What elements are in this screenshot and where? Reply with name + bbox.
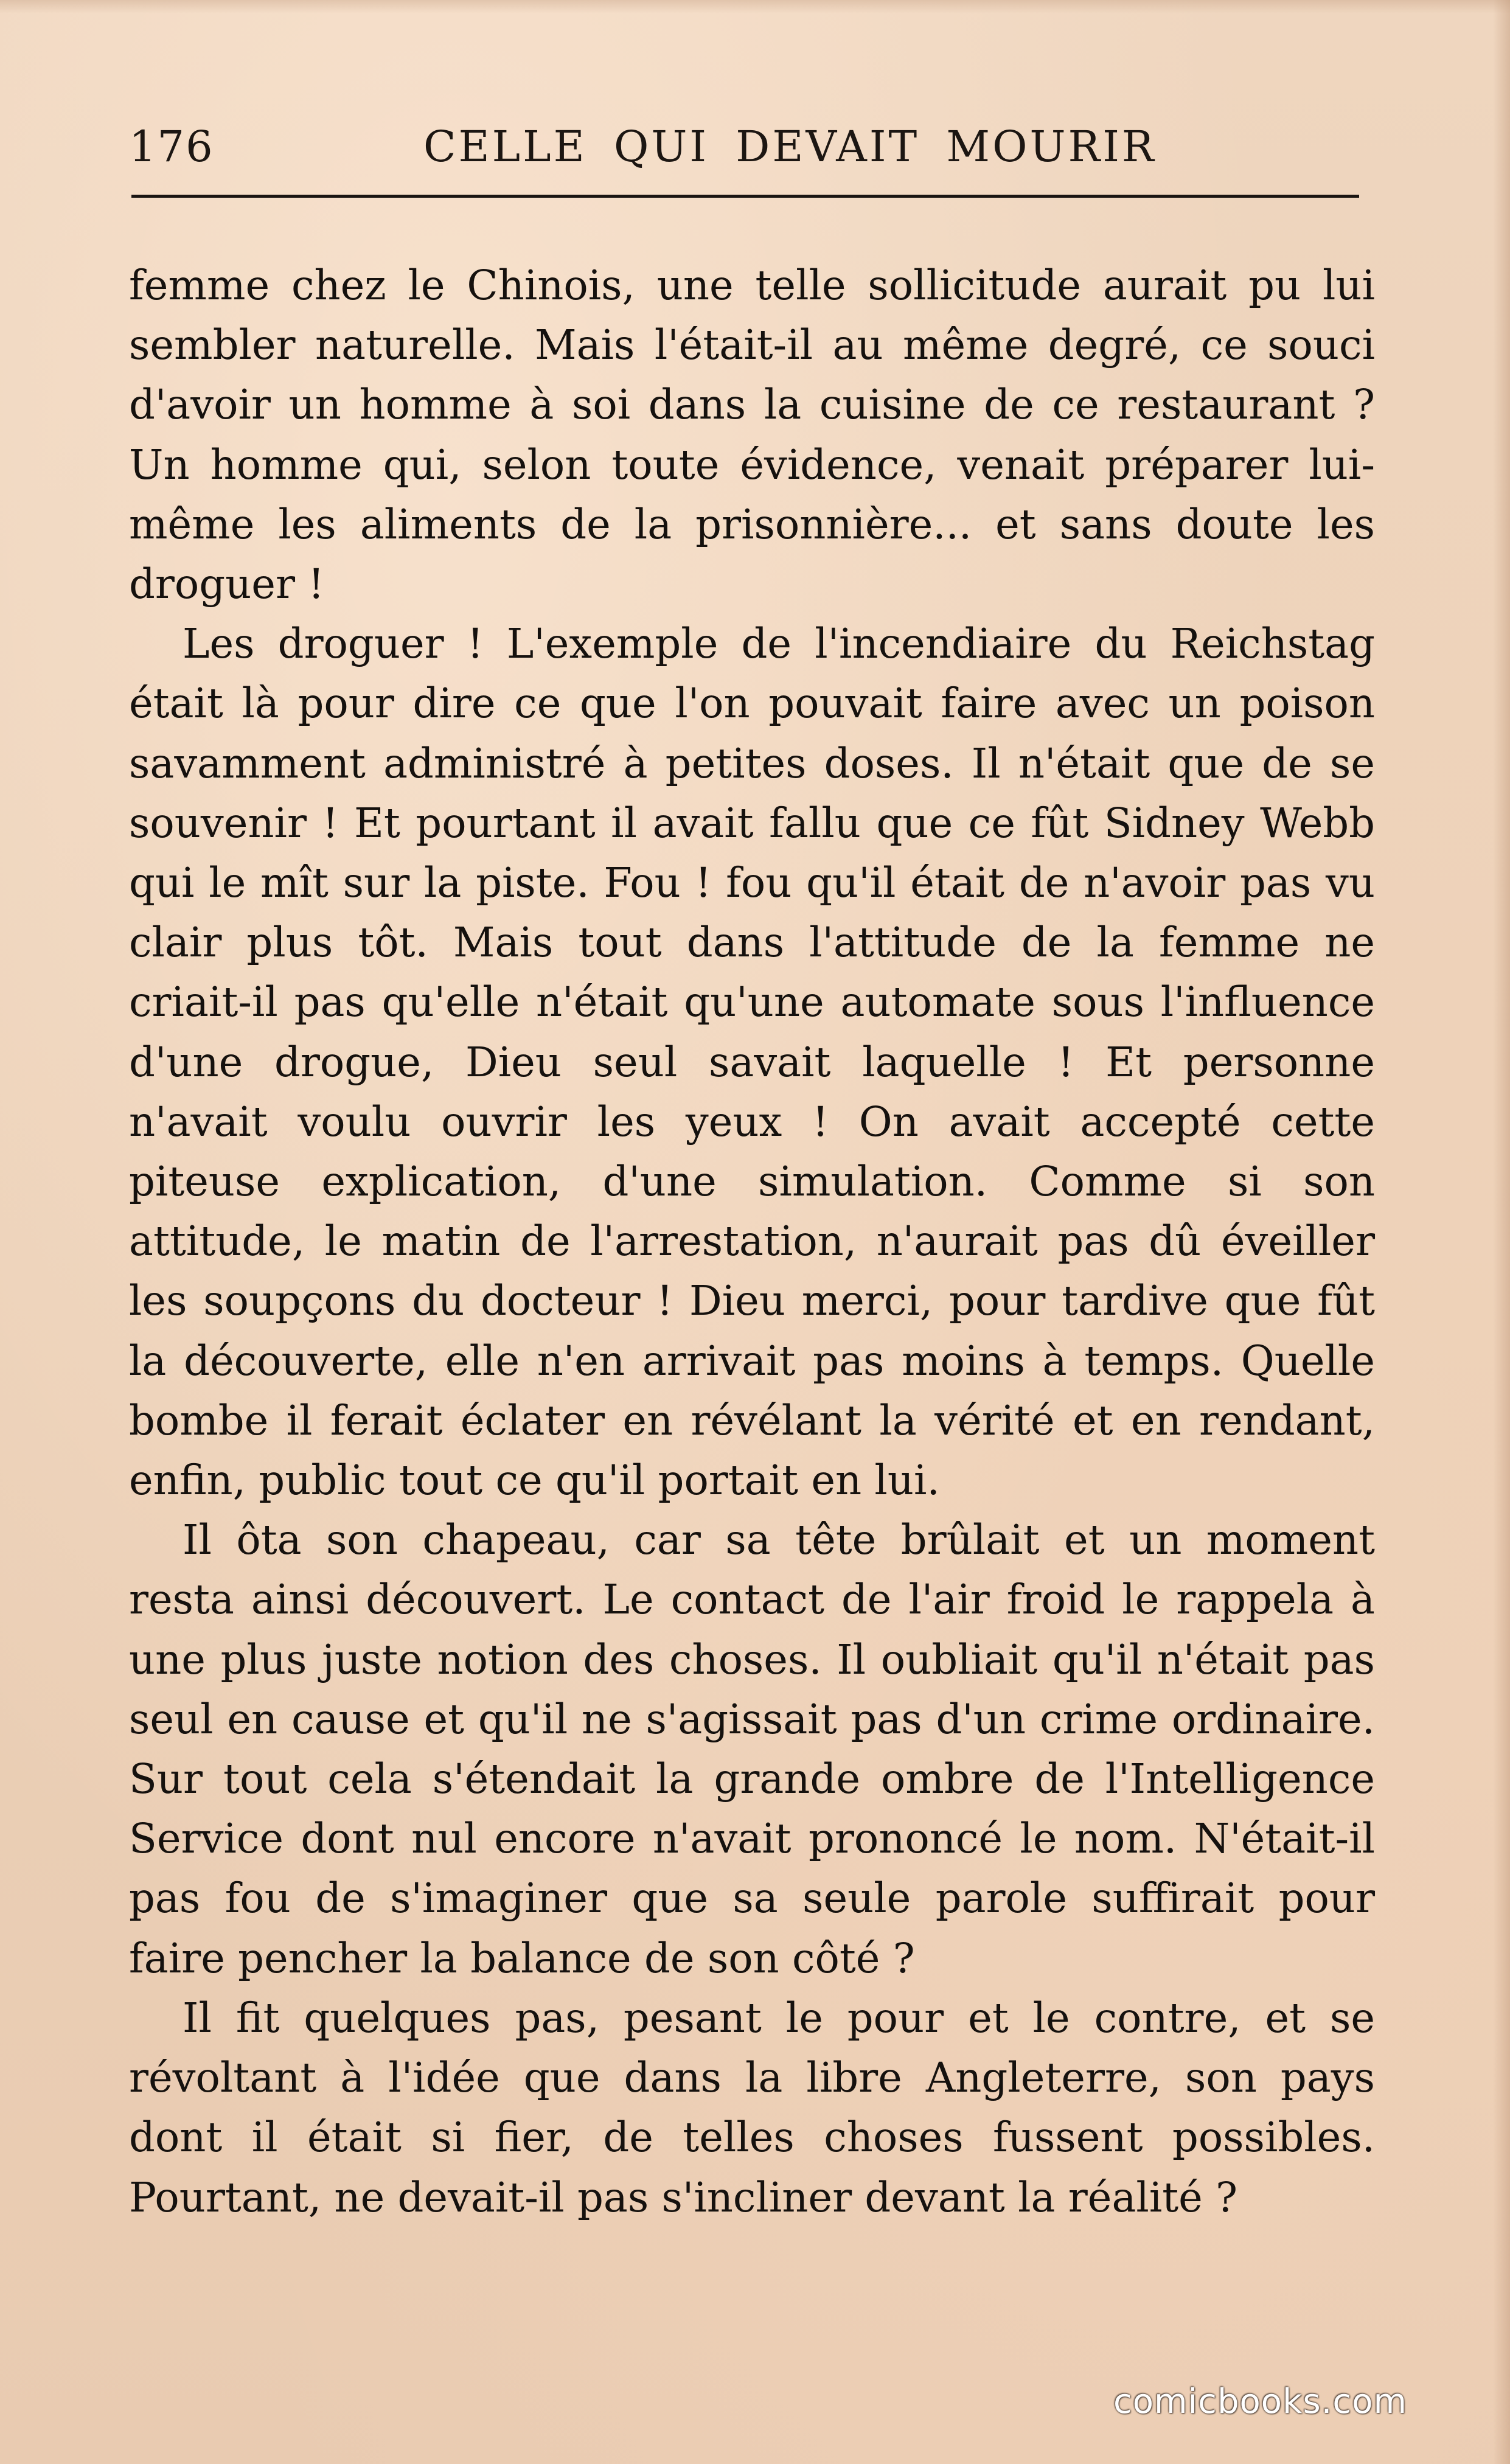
page-number: 176 [129,122,214,172]
header-rule [131,195,1359,198]
running-head [129,110,1360,183]
body-text [129,256,1375,2227]
paragraph: Il ôta son chapeau, car sa tête brûlait et un moment resta ainsi découvert. Le contact de l'air froid le rappela à une plus juste notion des choses. Il oubliait qu'il n'était pas seul en cause et qu'il ne s'agissait pas d'un crime ordinaire. Sur tout cela s'étendait la grande ombre de l'Intelligence Service dont nul encore n'avait prononcé le nom. N'était-il pas fou de s'imaginer que sa seule parole suffirait pour faire pencher la balance de son côté ? [129,1516,1375,1982]
book-title: CELLE QUI DEVAIT MOURIR [423,122,1157,172]
paragraph: Il fit quelques pas, pesant le pour et le contre, et se révoltant à l'idée que dans la libre Angleterre, son pays dont il était si fier, de telles choses fussent possibles. Pourtant, ne devait-il pas s'incliner devant la réalité ? [129,1994,1375,2221]
paragraph: Les droguer ! L'exemple de l'incendiaire du Reichstag était là pour dire ce que l'on pouvait faire avec un poison savamment administré à petites doses. Il n'était que de se souvenir ! Et pourtant il avait fallu que ce fût Sidney Webb qui le mît sur la piste. Fou ! fou qu'il était de n'avoir pas vu clair plus tôt. Mais tout dans l'attitude de la femme ne criait-il pas qu'elle n'était qu'une automate sous l'influence d'une drogue, Dieu seul savait laquelle ! Et personne n'avait voulu ouvrir les yeux ! On avait accepté cette piteuse explication, d'une simulation. Comme si son attitude, le matin de l'arrestation, n'aurait pas dû éveiller les soupçons du docteur ! Dieu merci, pour tardive que fût la découverte, elle n'en arrivait pas moins à temps. Quelle bombe il ferait éclater en révélant la vérité et en rendant, enfin, public tout ce qu'il portait en lui. [129,620,1375,1505]
paragraph-continued: femme chez le Chinois, une telle sollicitude aurait pu lui sembler naturelle. Mais l'était-il au même degré, ce souci d'avoir un homme à soi dans la cuisine de ce restaurant ? Un homme qui, selon toute évidence, venait préparer lui-même les aliments de la prisonnière... et sans doute les droguer ! [129,262,1375,608]
watermark: comicbooks.com [1113,2382,1408,2421]
